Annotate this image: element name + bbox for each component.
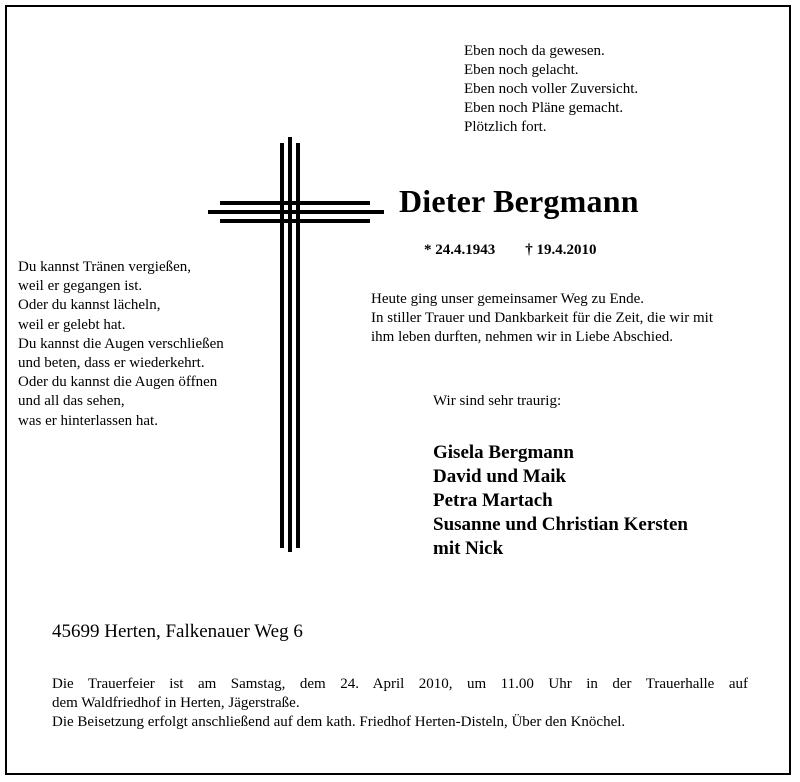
family-member: David und Maik	[433, 466, 567, 487]
poem-left	[18, 258, 224, 431]
mourners-intro: Wir sind sehr traurig:	[433, 393, 562, 409]
service-line: Die Beisetzung erfolgt anschließend auf dem kath. Friedhof Herten-Disteln, Über den Knöchel.	[52, 714, 626, 730]
deceased-name: Dieter Bergmann	[399, 183, 639, 219]
family-member: Susanne und Christian Kersten	[433, 514, 688, 535]
poem-left-line: weil er gelebt hat.	[18, 316, 126, 333]
birth-date: * 24.4.1943	[424, 242, 496, 258]
poem-left-line: und beten, dass er wiederkehrt.	[18, 355, 205, 372]
poem-left-line: Du kannst die Augen verschließen	[18, 335, 224, 352]
poem-left-line: Du kannst Tränen vergießen,	[18, 259, 192, 275]
message-line: In stiller Trauer und Dankbarkeit für die Zeit, die wir mit	[371, 310, 714, 326]
life-dates	[424, 242, 597, 259]
family-member: Gisela Bergmann	[433, 442, 574, 463]
poem-left-line: was er hinterlassen hat.	[18, 412, 158, 429]
message-line: ihm leben durften, nehmen wir in Liebe Abschied.	[371, 329, 673, 345]
poem-left-line: und all das sehen,	[18, 393, 125, 410]
family-names	[433, 441, 688, 561]
poem-left-line: Oder du kannst die Augen öffnen	[18, 374, 218, 391]
poem-left-line: weil er gegangen ist.	[18, 278, 143, 295]
poem-top-line: Eben noch voller Zuversicht.	[464, 81, 639, 97]
poem-top-line: Eben noch da gewesen.	[464, 43, 605, 59]
message-line: Heute ging unser gemeinsamer Weg zu Ende.	[371, 291, 645, 307]
family-member: mit Nick	[433, 538, 504, 559]
poem-left-line: Oder du kannst lächeln,	[18, 297, 161, 314]
poem-top-line: Eben noch gelacht.	[464, 62, 579, 78]
poem-top-line: Eben noch Pläne gemacht.	[464, 100, 624, 116]
family-address: 45699 Herten, Falkenauer Weg 6	[52, 621, 303, 642]
farewell-message	[371, 290, 713, 347]
service-line: dem Waldfriedhof in Herten, Jägerstraße.	[52, 695, 300, 711]
funeral-service-info	[52, 675, 748, 732]
poem-top	[464, 42, 638, 137]
family-member: Petra Martach	[433, 490, 553, 511]
service-line: Die Trauerfeier ist am Samstag, dem 24. April 2010, um 11.00 Uhr in der Trauerhalle auf	[52, 676, 748, 692]
cross-icon	[200, 125, 390, 553]
death-date: † 19.4.2010	[525, 242, 597, 258]
poem-top-line: Plötzlich fort.	[464, 119, 547, 135]
